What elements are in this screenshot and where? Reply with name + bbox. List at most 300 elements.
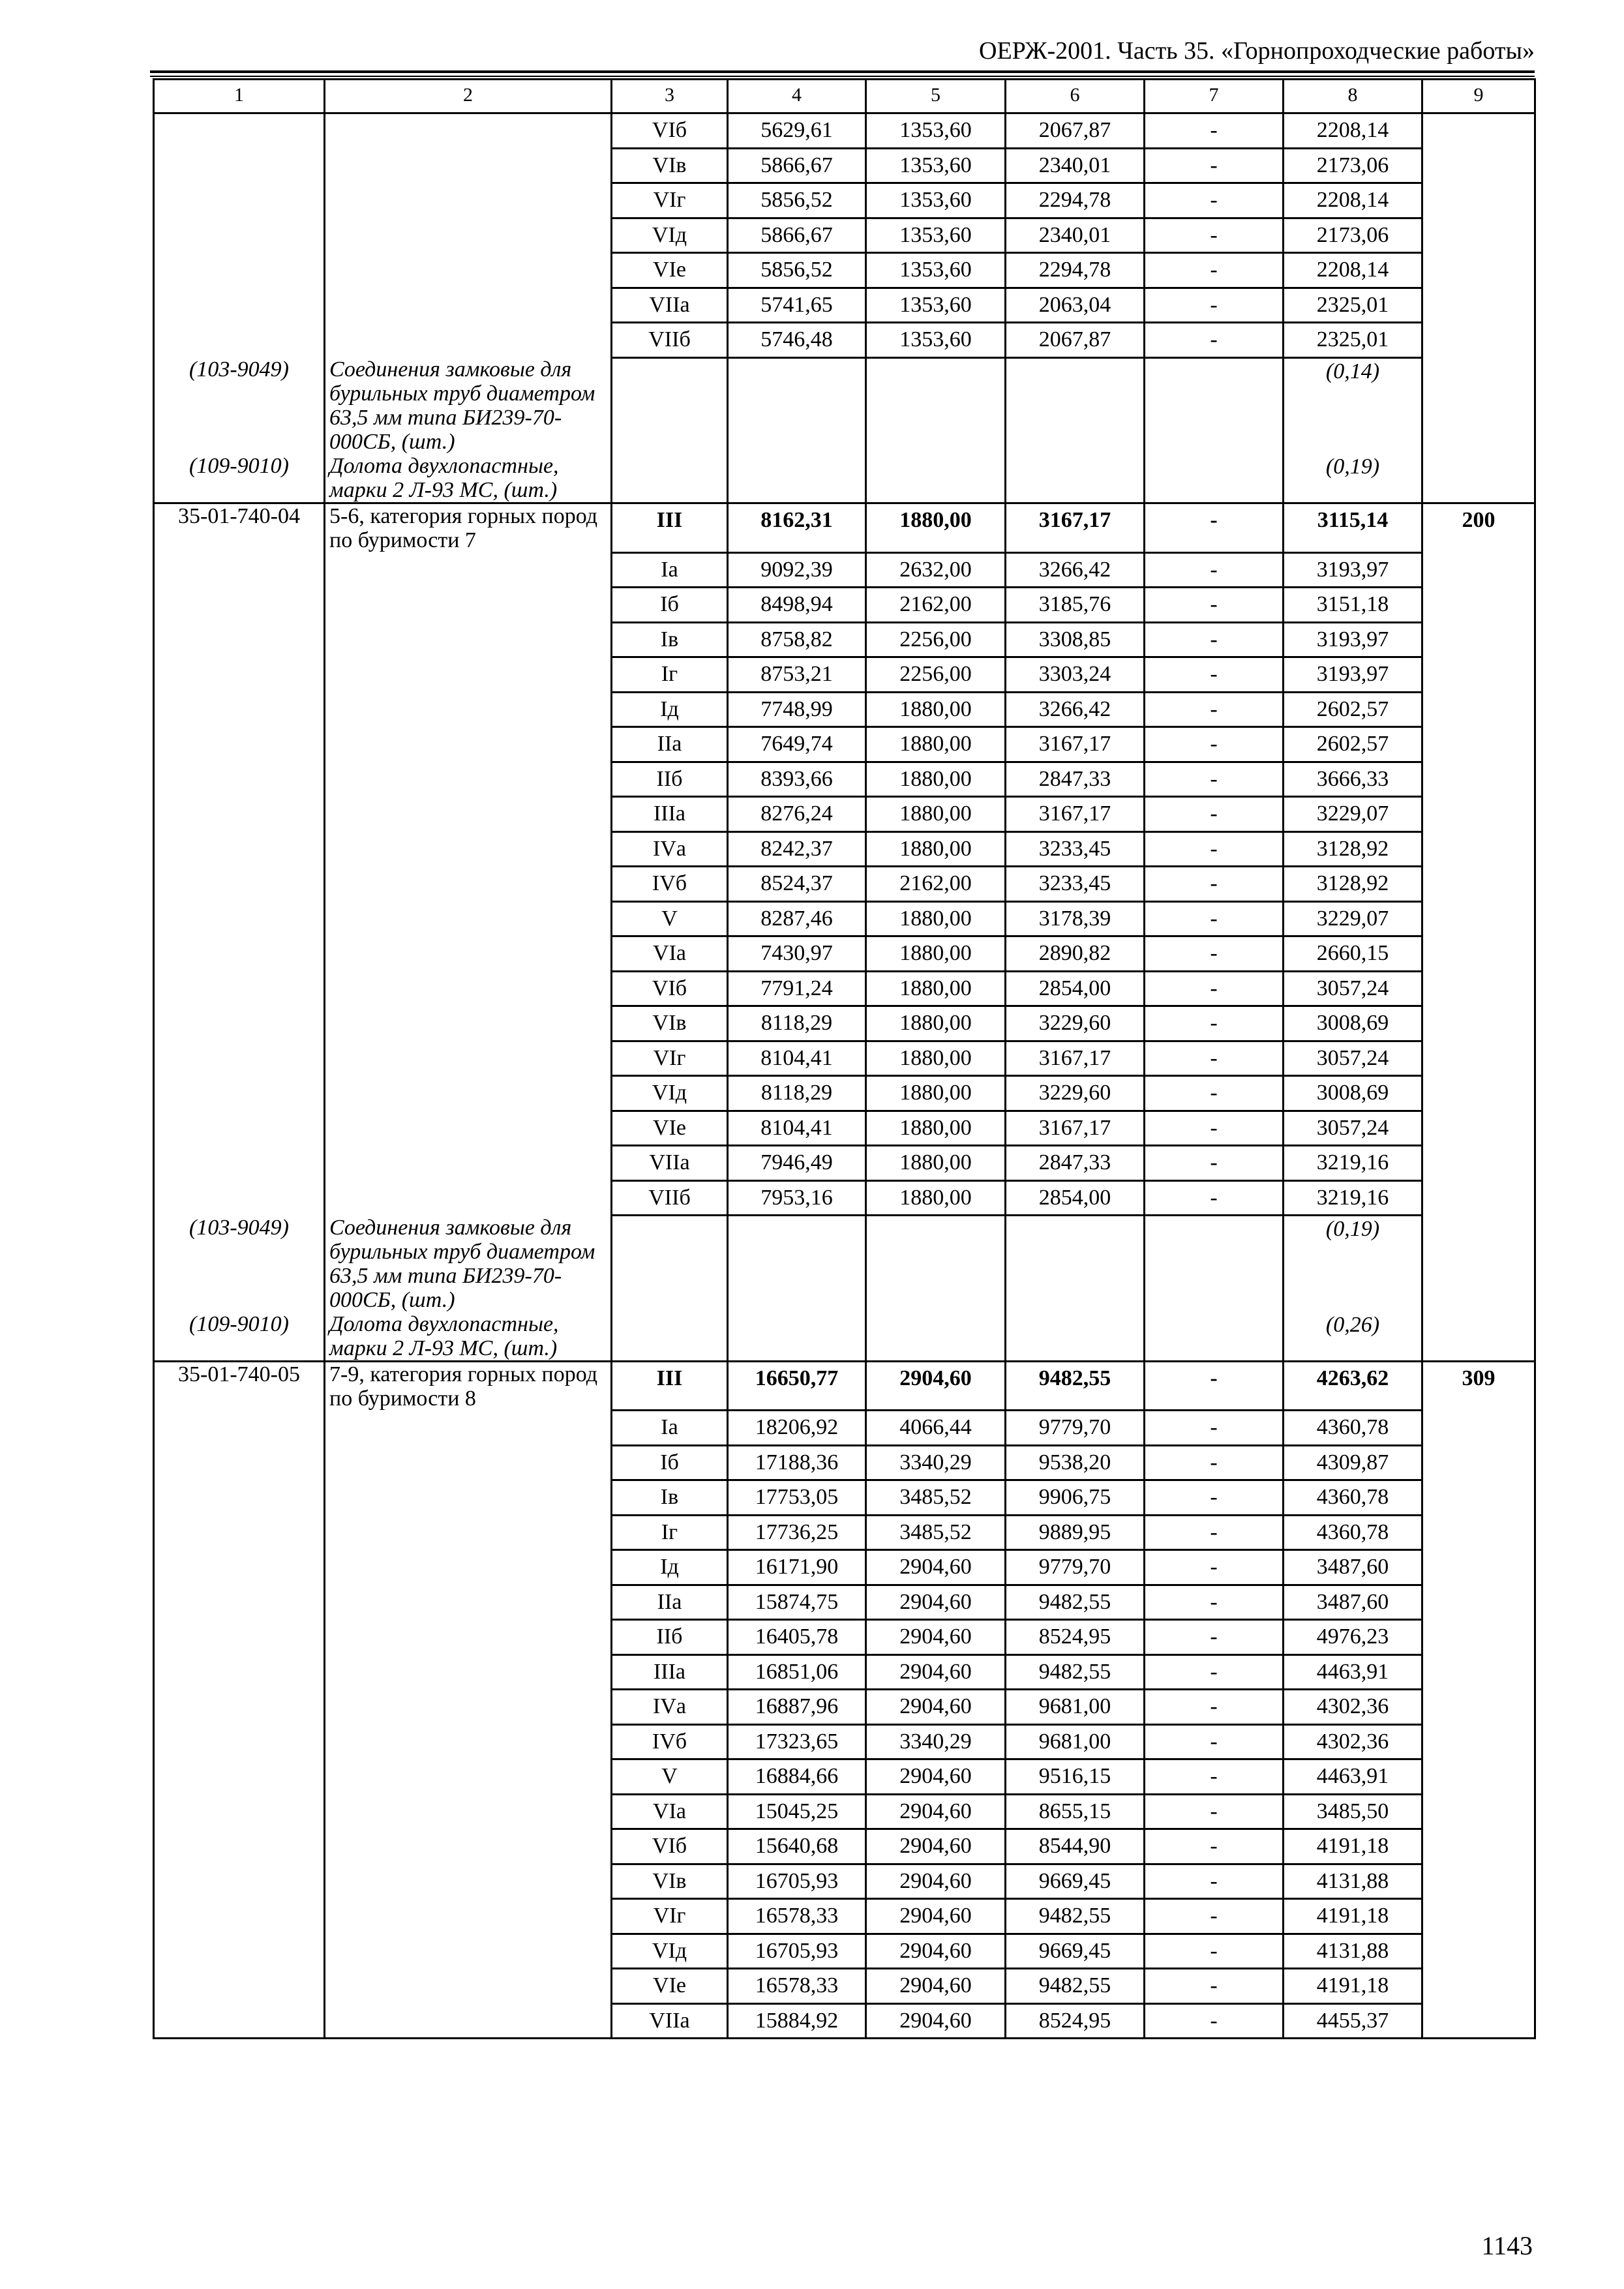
category-cell: III xyxy=(612,1361,728,1411)
value-cell-c5: 1353,60 xyxy=(866,218,1006,253)
description-cell xyxy=(325,1724,612,1759)
value-cell-c7: - xyxy=(1145,901,1284,936)
description-cell xyxy=(325,831,612,867)
value-cell-c5: 2904,60 xyxy=(866,1690,1006,1725)
table-row xyxy=(154,183,1535,218)
empty-cell xyxy=(612,1216,728,1312)
category-cell: IVб xyxy=(612,867,728,902)
value-cell-c5: 1880,00 xyxy=(866,1006,1006,1041)
value-cell-c8: 2173,06 xyxy=(1284,218,1422,253)
category-cell: IIа xyxy=(612,1585,728,1620)
value-cell-c8: 2208,14 xyxy=(1284,253,1422,288)
code-cell xyxy=(154,1794,325,1829)
value-cell-c5: 2904,60 xyxy=(866,2003,1006,2039)
value-cell-c5: 1880,00 xyxy=(866,1180,1006,1216)
value-cell-c6: 3233,45 xyxy=(1006,867,1145,902)
table-row xyxy=(154,936,1535,972)
table-row xyxy=(154,657,1535,693)
column9-cell xyxy=(1422,1585,1535,1620)
value-cell-c4: 5856,52 xyxy=(728,253,866,288)
description-cell xyxy=(325,622,612,657)
value-cell-c5: 1353,60 xyxy=(866,323,1006,358)
value-cell-c8: 2660,15 xyxy=(1284,936,1422,972)
description-cell xyxy=(325,1076,612,1111)
resource-row xyxy=(154,1216,1535,1312)
category-cell: III xyxy=(612,503,728,553)
category-cell: IVа xyxy=(612,831,728,867)
value-cell-c8: 3229,07 xyxy=(1284,901,1422,936)
value-cell-c4: 16171,90 xyxy=(728,1550,866,1585)
code-cell: 35-01-740-05 xyxy=(154,1361,325,1411)
value-cell-c4: 15640,68 xyxy=(728,1829,866,1864)
table-row xyxy=(154,692,1535,727)
value-cell-c5: 4066,44 xyxy=(866,1411,1006,1446)
category-cell: IVа xyxy=(612,1690,728,1725)
empty-cell xyxy=(1006,454,1145,503)
value-cell-c8: 4131,88 xyxy=(1284,1934,1422,1969)
value-cell-c7: - xyxy=(1145,1794,1284,1829)
value-cell-c4: 15874,75 xyxy=(728,1585,866,1620)
code-cell xyxy=(154,1111,325,1146)
value-cell-c8: 3057,24 xyxy=(1284,1041,1422,1076)
column9-cell xyxy=(1422,692,1535,727)
column9-cell xyxy=(1422,1759,1535,1795)
value-cell-c7: - xyxy=(1145,657,1284,693)
value-cell-c8: 2208,14 xyxy=(1284,113,1422,149)
description-cell xyxy=(325,1969,612,2004)
value-cell-c5: 2904,60 xyxy=(866,1934,1006,1969)
description-cell xyxy=(325,1515,612,1550)
description-cell xyxy=(325,148,612,183)
empty-cell xyxy=(1422,454,1535,503)
description-cell xyxy=(325,1585,612,1620)
value-cell-c6: 2847,33 xyxy=(1006,762,1145,797)
code-cell xyxy=(154,762,325,797)
table-row xyxy=(154,1041,1535,1076)
description-cell xyxy=(325,2003,612,2039)
code-cell xyxy=(154,588,325,623)
category-cell: IIIа xyxy=(612,1654,728,1690)
resource-row xyxy=(154,357,1535,454)
value-cell-c4: 5741,65 xyxy=(728,288,866,323)
value-cell-c6: 2340,01 xyxy=(1006,218,1145,253)
value-cell-c4: 8498,94 xyxy=(728,588,866,623)
column9-cell: 200 xyxy=(1422,503,1535,553)
value-cell-c7: - xyxy=(1145,1445,1284,1480)
code-cell xyxy=(154,1411,325,1446)
code-cell xyxy=(154,1620,325,1655)
category-cell: VIе xyxy=(612,253,728,288)
code-cell xyxy=(154,253,325,288)
category-cell: VIв xyxy=(612,1006,728,1041)
category-cell: VIв xyxy=(612,1864,728,1899)
value-cell-c6: 2067,87 xyxy=(1006,323,1145,358)
value-cell-c6: 9669,45 xyxy=(1006,1864,1145,1899)
column-number: 3 xyxy=(612,80,728,113)
code-cell xyxy=(154,971,325,1006)
column9-cell xyxy=(1422,797,1535,832)
value-cell-c6: 3229,60 xyxy=(1006,1006,1145,1041)
value-cell-c6: 2063,04 xyxy=(1006,288,1145,323)
category-cell: VIIб xyxy=(612,1180,728,1216)
value-cell-c6: 2854,00 xyxy=(1006,971,1145,1006)
value-cell-c8: 3193,97 xyxy=(1284,552,1422,588)
value-cell-c5: 2632,00 xyxy=(866,552,1006,588)
value-cell-c5: 1880,00 xyxy=(866,1076,1006,1111)
rates-table xyxy=(153,78,1536,2039)
value-cell-c4: 8393,66 xyxy=(728,762,866,797)
value-cell-c6: 8524,95 xyxy=(1006,2003,1145,2039)
value-cell-c4: 18206,92 xyxy=(728,1411,866,1446)
value-cell-c4: 5866,67 xyxy=(728,148,866,183)
column9-cell xyxy=(1422,1794,1535,1829)
value-cell-c7: - xyxy=(1145,797,1284,832)
description-cell xyxy=(325,1480,612,1516)
value-cell-c6: 2067,87 xyxy=(1006,113,1145,149)
value-cell-c7: - xyxy=(1145,762,1284,797)
category-cell: IIб xyxy=(612,1620,728,1655)
column9-cell xyxy=(1422,1480,1535,1516)
code-cell xyxy=(154,622,325,657)
description-cell: 5-6, категория горных пород по буримости 7 xyxy=(325,503,612,553)
value-cell-c6: 3167,17 xyxy=(1006,797,1145,832)
empty-cell xyxy=(866,454,1006,503)
column9-cell xyxy=(1422,1654,1535,1690)
value-cell-c4: 7748,99 xyxy=(728,692,866,727)
value-cell-c5: 2904,60 xyxy=(866,1585,1006,1620)
description-cell xyxy=(325,288,612,323)
code-cell xyxy=(154,936,325,972)
empty-cell xyxy=(728,357,866,454)
category-cell: V xyxy=(612,901,728,936)
category-cell: IIа xyxy=(612,727,728,762)
value-cell-c4: 16578,33 xyxy=(728,1899,866,1934)
column9-cell xyxy=(1422,1620,1535,1655)
table-row xyxy=(154,1794,1535,1829)
code-cell xyxy=(154,1934,325,1969)
value-cell-c7: - xyxy=(1145,867,1284,902)
description-cell xyxy=(325,1899,612,1934)
category-cell: Iг xyxy=(612,1515,728,1550)
table-row xyxy=(154,1445,1535,1480)
value-cell-c6: 3266,42 xyxy=(1006,692,1145,727)
value-cell-c5: 1880,00 xyxy=(866,1041,1006,1076)
value-cell-c8: 3666,33 xyxy=(1284,762,1422,797)
value-cell-c5: 2162,00 xyxy=(866,867,1006,902)
value-cell-c7: - xyxy=(1145,253,1284,288)
code-cell xyxy=(154,797,325,832)
value-cell-c8: 3487,60 xyxy=(1284,1550,1422,1585)
value-cell-c5: 1880,00 xyxy=(866,727,1006,762)
resource-code: (103-9049) xyxy=(154,357,325,454)
value-cell-c5: 3340,29 xyxy=(866,1445,1006,1480)
value-cell-c6: 3167,17 xyxy=(1006,1111,1145,1146)
column-number: 2 xyxy=(325,80,612,113)
value-cell-c8: 3219,16 xyxy=(1284,1180,1422,1216)
value-cell-c8: 2173,06 xyxy=(1284,148,1422,183)
value-cell-c5: 1880,00 xyxy=(866,1111,1006,1146)
value-cell-c6: 9779,70 xyxy=(1006,1550,1145,1585)
code-cell xyxy=(154,1076,325,1111)
value-cell-c5: 1880,00 xyxy=(866,971,1006,1006)
column9-cell xyxy=(1422,867,1535,902)
resource-value: (0,26) xyxy=(1284,1312,1422,1362)
value-cell-c8: 3008,69 xyxy=(1284,1006,1422,1041)
column-number: 5 xyxy=(866,80,1006,113)
table-row xyxy=(154,1654,1535,1690)
table-row xyxy=(154,831,1535,867)
description-cell xyxy=(325,1690,612,1725)
resource-row xyxy=(154,1312,1535,1362)
table-row xyxy=(154,148,1535,183)
value-cell-c7: - xyxy=(1145,1411,1284,1446)
value-cell-c8: 4976,23 xyxy=(1284,1620,1422,1655)
description-cell xyxy=(325,1146,612,1181)
value-cell-c7: - xyxy=(1145,1550,1284,1585)
table-row xyxy=(154,1550,1535,1585)
value-cell-c7: - xyxy=(1145,622,1284,657)
table-row xyxy=(154,797,1535,832)
column9-cell xyxy=(1422,1864,1535,1899)
value-cell-c6: 8544,90 xyxy=(1006,1829,1145,1864)
value-cell-c4: 5866,67 xyxy=(728,218,866,253)
value-cell-c4: 8104,41 xyxy=(728,1111,866,1146)
value-cell-c7: - xyxy=(1145,971,1284,1006)
code-cell xyxy=(154,218,325,253)
value-cell-c4: 8242,37 xyxy=(728,831,866,867)
description-cell xyxy=(325,1180,612,1216)
value-cell-c5: 1880,00 xyxy=(866,936,1006,972)
description-cell xyxy=(325,183,612,218)
value-cell-c6: 9482,55 xyxy=(1006,1585,1145,1620)
value-cell-c6: 9482,55 xyxy=(1006,1899,1145,1934)
value-cell-c7: - xyxy=(1145,1515,1284,1550)
value-cell-c5: 2256,00 xyxy=(866,622,1006,657)
value-cell-c8: 4302,36 xyxy=(1284,1724,1422,1759)
table-row xyxy=(154,1146,1535,1181)
column-number: 6 xyxy=(1006,80,1145,113)
description-cell xyxy=(325,1111,612,1146)
description-cell xyxy=(325,1654,612,1690)
value-cell-c7: - xyxy=(1145,1180,1284,1216)
value-cell-c8: 2325,01 xyxy=(1284,288,1422,323)
category-cell: VIIа xyxy=(612,1146,728,1181)
category-cell: Iа xyxy=(612,1411,728,1446)
category-cell: VIа xyxy=(612,1794,728,1829)
resource-value: (0,19) xyxy=(1284,454,1422,503)
table-row xyxy=(154,1829,1535,1864)
category-cell: VIа xyxy=(612,936,728,972)
value-cell-c7: - xyxy=(1145,692,1284,727)
value-cell-c6: 9669,45 xyxy=(1006,1934,1145,1969)
value-cell-c7: - xyxy=(1145,1864,1284,1899)
column9-cell xyxy=(1422,1111,1535,1146)
value-cell-c4: 16705,93 xyxy=(728,1934,866,1969)
table-row xyxy=(154,1690,1535,1725)
table-row xyxy=(154,113,1535,149)
value-cell-c5: 1880,00 xyxy=(866,901,1006,936)
description-cell xyxy=(325,552,612,588)
code-cell xyxy=(154,657,325,693)
description-cell xyxy=(325,762,612,797)
category-cell: Iд xyxy=(612,1550,728,1585)
value-cell-c6: 3229,60 xyxy=(1006,1076,1145,1111)
table-row xyxy=(154,1864,1535,1899)
table-row xyxy=(154,503,1535,553)
value-cell-c5: 2904,60 xyxy=(866,1620,1006,1655)
value-cell-c5: 2904,60 xyxy=(866,1550,1006,1585)
value-cell-c8: 3008,69 xyxy=(1284,1076,1422,1111)
code-cell xyxy=(154,1759,325,1795)
value-cell-c8: 2208,14 xyxy=(1284,183,1422,218)
value-cell-c6: 2294,78 xyxy=(1006,253,1145,288)
value-cell-c6: 3167,17 xyxy=(1006,503,1145,553)
column9-cell xyxy=(1422,971,1535,1006)
description-cell xyxy=(325,1550,612,1585)
value-cell-c5: 2904,60 xyxy=(866,1361,1006,1411)
column-number-row xyxy=(154,80,1535,113)
code-cell xyxy=(154,1006,325,1041)
column9-cell: 309 xyxy=(1422,1361,1535,1411)
table-row xyxy=(154,1724,1535,1759)
description-cell xyxy=(325,1411,612,1446)
category-cell: VIIа xyxy=(612,2003,728,2039)
empty-cell xyxy=(1006,357,1145,454)
code-cell xyxy=(154,1864,325,1899)
resource-row xyxy=(154,454,1535,503)
empty-cell xyxy=(1145,357,1284,454)
value-cell-c7: - xyxy=(1145,552,1284,588)
value-cell-c7: - xyxy=(1145,1585,1284,1620)
value-cell-c8: 4302,36 xyxy=(1284,1690,1422,1725)
value-cell-c8: 4191,18 xyxy=(1284,1899,1422,1934)
value-cell-c7: - xyxy=(1145,1690,1284,1725)
column-number: 7 xyxy=(1145,80,1284,113)
value-cell-c5: 2162,00 xyxy=(866,588,1006,623)
column9-cell xyxy=(1422,831,1535,867)
value-cell-c4: 7946,49 xyxy=(728,1146,866,1181)
value-cell-c6: 2340,01 xyxy=(1006,148,1145,183)
value-cell-c8: 2602,57 xyxy=(1284,727,1422,762)
empty-cell xyxy=(728,454,866,503)
value-cell-c4: 8276,24 xyxy=(728,797,866,832)
value-cell-c6: 2854,00 xyxy=(1006,1180,1145,1216)
column9-cell xyxy=(1422,622,1535,657)
value-cell-c8: 3487,60 xyxy=(1284,1585,1422,1620)
column9-cell xyxy=(1422,183,1535,218)
resource-name: Долота двухлопастные, марки 2 Л-93 МС, (шт.) xyxy=(325,1312,612,1362)
code-cell xyxy=(154,1829,325,1864)
value-cell-c6: 3233,45 xyxy=(1006,831,1145,867)
value-cell-c5: 1880,00 xyxy=(866,797,1006,832)
value-cell-c4: 5856,52 xyxy=(728,183,866,218)
table-row xyxy=(154,727,1535,762)
category-cell: IVб xyxy=(612,1724,728,1759)
resource-code: (109-9010) xyxy=(154,1312,325,1362)
code-cell xyxy=(154,2003,325,2039)
description-cell xyxy=(325,867,612,902)
table-row xyxy=(154,1585,1535,1620)
code-cell xyxy=(154,1445,325,1480)
column9-cell xyxy=(1422,218,1535,253)
value-cell-c4: 16851,06 xyxy=(728,1654,866,1690)
column9-cell xyxy=(1422,148,1535,183)
value-cell-c8: 3193,97 xyxy=(1284,657,1422,693)
resource-name: Соединения замковые для бурильных труб диаметром 63,5 мм типа БИ239-70-000СБ, (шт.) xyxy=(325,1216,612,1312)
column9-cell xyxy=(1422,936,1535,972)
category-cell: VIIб xyxy=(612,323,728,358)
value-cell-c5: 3485,52 xyxy=(866,1480,1006,1516)
code-cell xyxy=(154,692,325,727)
description-cell xyxy=(325,1445,612,1480)
category-cell: VIг xyxy=(612,1041,728,1076)
table-row xyxy=(154,2003,1535,2039)
description-cell xyxy=(325,727,612,762)
column9-cell xyxy=(1422,1041,1535,1076)
value-cell-c4: 5746,48 xyxy=(728,323,866,358)
column9-cell xyxy=(1422,1411,1535,1446)
value-cell-c7: - xyxy=(1145,1654,1284,1690)
value-cell-c8: 4360,78 xyxy=(1284,1480,1422,1516)
value-cell-c8: 4191,18 xyxy=(1284,1829,1422,1864)
column9-cell xyxy=(1422,1724,1535,1759)
value-cell-c6: 9779,70 xyxy=(1006,1411,1145,1446)
code-cell xyxy=(154,1899,325,1934)
value-cell-c5: 2256,00 xyxy=(866,657,1006,693)
page-number: 1143 xyxy=(1481,2231,1533,2260)
value-cell-c8: 4191,18 xyxy=(1284,1969,1422,2004)
category-cell: VIд xyxy=(612,1076,728,1111)
column-number: 8 xyxy=(1284,80,1422,113)
description-cell xyxy=(325,971,612,1006)
value-cell-c7: - xyxy=(1145,113,1284,149)
value-cell-c8: 3128,92 xyxy=(1284,867,1422,902)
value-cell-c8: 4360,78 xyxy=(1284,1515,1422,1550)
header-rule xyxy=(150,70,1535,73)
code-cell xyxy=(154,1690,325,1725)
table-row xyxy=(154,253,1535,288)
description-cell: 7-9, категория горных пород по буримости 8 xyxy=(325,1361,612,1411)
table-row xyxy=(154,588,1535,623)
value-cell-c4: 7953,16 xyxy=(728,1180,866,1216)
code-cell xyxy=(154,1180,325,1216)
value-cell-c6: 9681,00 xyxy=(1006,1690,1145,1725)
value-cell-c6: 9538,20 xyxy=(1006,1445,1145,1480)
empty-cell xyxy=(728,1216,866,1312)
description-cell xyxy=(325,218,612,253)
column9-cell xyxy=(1422,1006,1535,1041)
code-cell xyxy=(154,901,325,936)
value-cell-c6: 9889,95 xyxy=(1006,1515,1145,1550)
table-row xyxy=(154,1076,1535,1111)
value-cell-c7: - xyxy=(1145,183,1284,218)
table-row xyxy=(154,622,1535,657)
resource-value: (0,14) xyxy=(1284,357,1422,454)
column9-cell xyxy=(1422,727,1535,762)
category-cell: VIб xyxy=(612,1829,728,1864)
column9-cell xyxy=(1422,762,1535,797)
table-row xyxy=(154,552,1535,588)
value-cell-c7: - xyxy=(1145,1480,1284,1516)
table-row xyxy=(154,901,1535,936)
code-cell xyxy=(154,1480,325,1516)
value-cell-c5: 2904,60 xyxy=(866,1969,1006,2004)
value-cell-c8: 3128,92 xyxy=(1284,831,1422,867)
description-cell xyxy=(325,1759,612,1795)
value-cell-c4: 8104,41 xyxy=(728,1041,866,1076)
value-cell-c4: 17323,65 xyxy=(728,1724,866,1759)
value-cell-c7: - xyxy=(1145,1899,1284,1934)
